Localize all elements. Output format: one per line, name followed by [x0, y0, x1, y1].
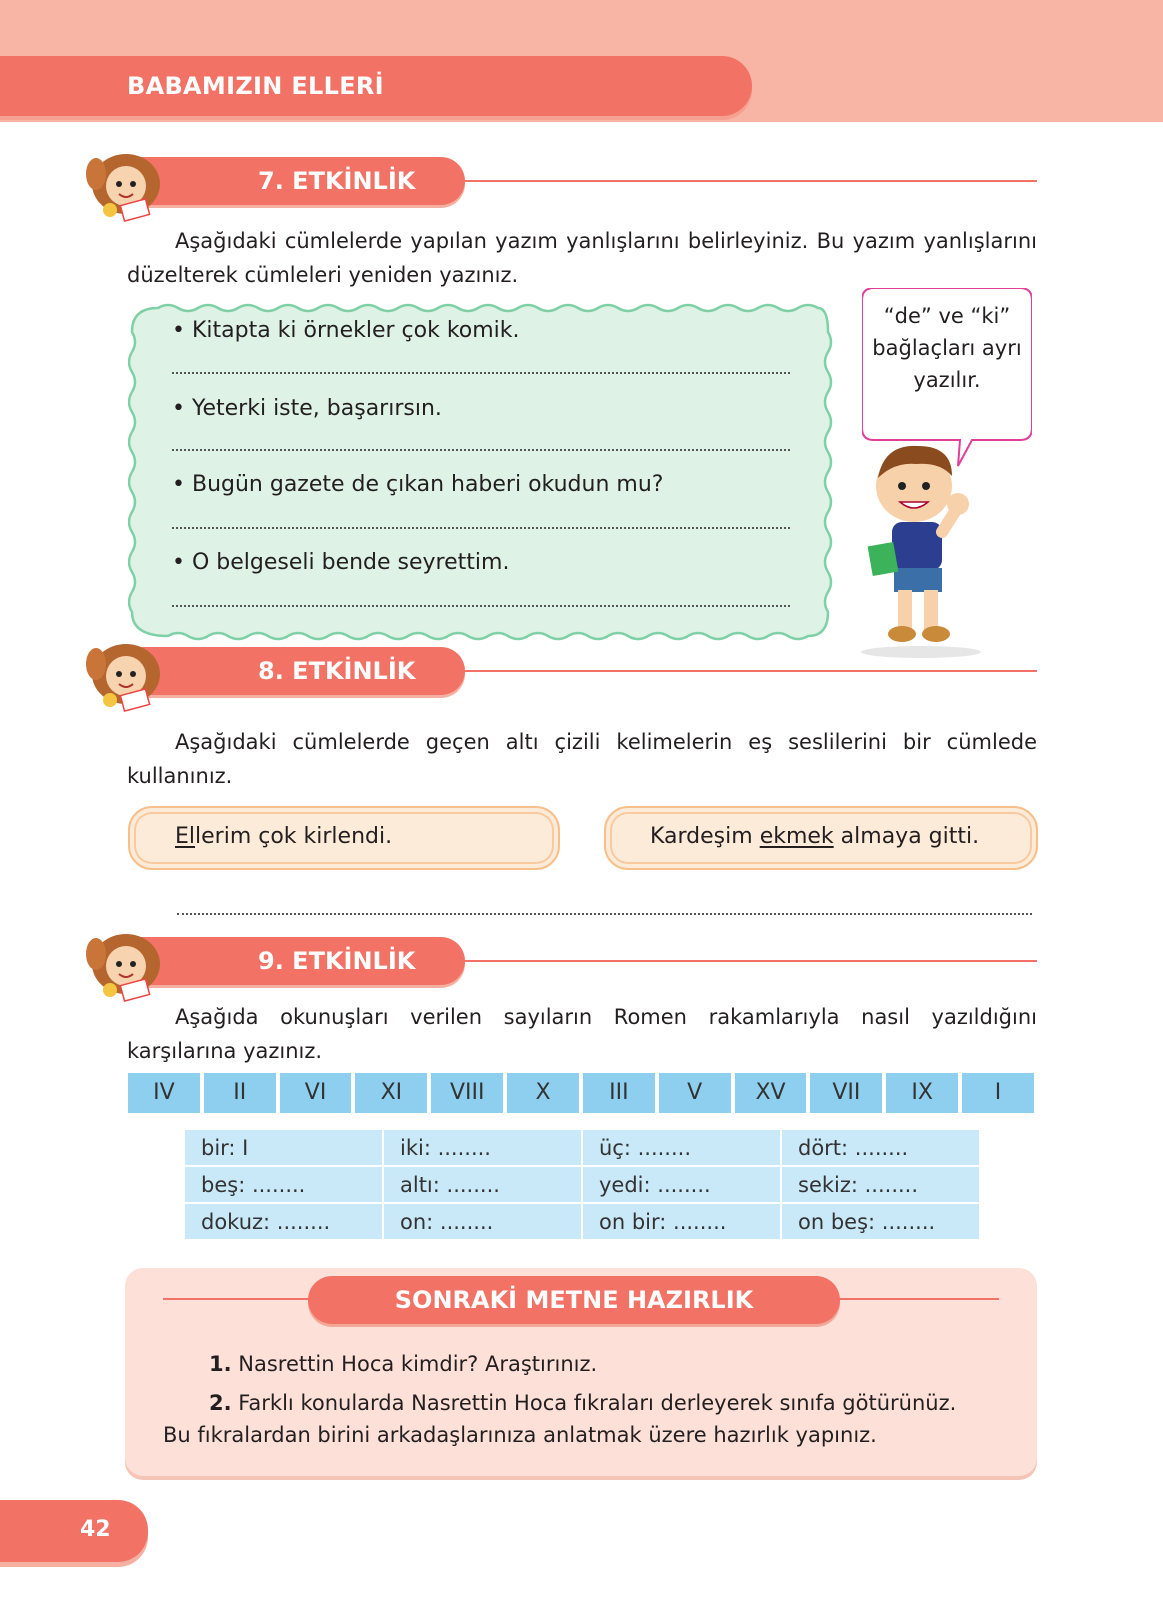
- girl-mascot-icon: [82, 924, 170, 1004]
- answer-line-4[interactable]: [172, 605, 790, 607]
- table-row: [185, 1167, 979, 1202]
- roman-cell: X: [507, 1073, 579, 1113]
- table-row: [185, 1130, 979, 1165]
- prep-item-2-text: Farklı konularda Nasrettin Hoca fıkraları derleyerek sınıfa götürünüz.: [238, 1391, 957, 1415]
- prep-item-2-cont: Bu fıkralardan birini arkadaşlarınıza anlatmak üzere hazırlık yapınız.: [163, 1423, 877, 1447]
- next-text-title-pill: [308, 1276, 840, 1324]
- sentence-3: • Bugün gazete de çıkan haberi okudun mu?: [172, 472, 664, 497]
- activity7-title-pill: [140, 157, 465, 205]
- activity8-instruction: [127, 725, 1037, 793]
- chapter-title: BABAMIZIN ELLERİ: [127, 72, 384, 100]
- roman-cell: XI: [355, 1073, 427, 1113]
- roman-cell: XV: [735, 1073, 807, 1113]
- table-cell[interactable]: yedi: ........: [583, 1167, 780, 1202]
- roman-cell: I: [962, 1073, 1034, 1113]
- answer-line-1[interactable]: [172, 372, 790, 374]
- roman-cell: V: [659, 1073, 731, 1113]
- table-cell[interactable]: altı: ........: [384, 1167, 581, 1202]
- roman-cell: VII: [810, 1073, 882, 1113]
- activity9-title-pill: [140, 937, 465, 985]
- table-cell[interactable]: on: ........: [384, 1204, 581, 1239]
- prep-item-1-number: 1.: [209, 1352, 232, 1376]
- table-cell[interactable]: iki: ........: [384, 1130, 581, 1165]
- table-cell[interactable]: beş: ........: [185, 1167, 382, 1202]
- sentence-1: • Kitapta ki örnekler çok komik.: [172, 318, 520, 343]
- chapter-title-bar: [0, 56, 752, 116]
- sentence-box-2: [604, 806, 1038, 870]
- roman-cell: VI: [280, 1073, 352, 1113]
- table-cell[interactable]: dokuz: ........: [185, 1204, 382, 1239]
- underlined-word-1: El: [175, 824, 196, 849]
- activity8-header: [82, 642, 1037, 702]
- speech-bubble-text: “de” ve “ki” bağlaçları ayrı yazılır.: [872, 304, 1022, 392]
- activity7-header: [82, 152, 1037, 212]
- table-row: [185, 1204, 979, 1239]
- sentence-box-1-text: [175, 824, 392, 849]
- table-cell[interactable]: sekiz: ........: [782, 1167, 979, 1202]
- underlined-word-2: ekmek: [759, 824, 834, 849]
- prep-item-1-text: Nasrettin Hoca kimdir? Araştırınız.: [238, 1352, 598, 1376]
- activity8-answer-line[interactable]: [177, 913, 1032, 915]
- table-cell[interactable]: on bir: ........: [583, 1204, 780, 1239]
- activity7-title: 7. ETKİNLİK: [258, 167, 416, 195]
- activity7-instruction: [127, 224, 1037, 292]
- girl-mascot-icon: [82, 144, 170, 224]
- activity8-title: 8. ETKİNLİK: [258, 657, 416, 685]
- sentence-box-1-rest: lerim çok kirlendi.: [195, 824, 393, 849]
- table-cell[interactable]: on beş: ........: [782, 1204, 979, 1239]
- activity8-instruction-text: Aşağıdaki cümlelerde geçen altı çizili kelimelerin eş seslilerini bir cümlede kullanınız.: [127, 730, 1037, 788]
- activity9-instruction-text: Aşağıda okunuşları verilen sayıların Romen rakamlarıyla nasıl yazıldığını karşılarına yazınız.: [127, 1005, 1037, 1063]
- sentence-box-2-before: Kardeşim: [650, 824, 760, 849]
- next-text-preparation-box: [125, 1268, 1037, 1476]
- table-cell[interactable]: dört: ........: [782, 1130, 979, 1165]
- answer-line-2[interactable]: [172, 449, 790, 451]
- prep-item-2: [209, 1387, 1029, 1419]
- prep-item-2-number: 2.: [209, 1391, 232, 1415]
- roman-cell: III: [583, 1073, 655, 1113]
- next-text-title: SONRAKİ METNE HAZIRLIK: [394, 1286, 754, 1314]
- numbers-table: [183, 1128, 981, 1241]
- activity9-title: 9. ETKİNLİK: [258, 947, 416, 975]
- divider-line: [382, 180, 1037, 182]
- activity9-header: [82, 932, 1037, 992]
- answer-line-3[interactable]: [172, 527, 790, 529]
- prep-item-1: [209, 1348, 597, 1380]
- table-cell[interactable]: üç: ........: [583, 1130, 780, 1165]
- activity9-instruction: [127, 1000, 1037, 1068]
- activity7-instruction-text: Aşağıdaki cümlelerde yapılan yazım yanlışlarını belirleyiniz. Bu yazım yanlışlarını düzelterek cümleleri yeniden yazınız.: [127, 229, 1037, 287]
- table-cell: bir: I: [185, 1130, 382, 1165]
- sentence-4: • O belgeseli bende seyrettim.: [172, 550, 510, 575]
- roman-numerals-row: [128, 1073, 1034, 1113]
- boy-mascot-icon: [856, 440, 996, 660]
- page-number-tab: [0, 1500, 148, 1562]
- sentence-box-1: [128, 806, 560, 870]
- sentence-box-2-text: [650, 824, 979, 849]
- divider-line: [382, 960, 1037, 962]
- girl-mascot-icon: [82, 634, 170, 714]
- sentence-box-2-after: almaya gitti.: [833, 824, 980, 849]
- divider-line: [382, 670, 1037, 672]
- roman-cell: II: [204, 1073, 276, 1113]
- roman-cell: IV: [128, 1073, 200, 1113]
- sentence-2: • Yeterki iste, başarırsın.: [172, 396, 442, 421]
- roman-cell: VIII: [431, 1073, 503, 1113]
- roman-cell: IX: [886, 1073, 958, 1113]
- page-number: 42: [80, 1517, 111, 1542]
- activity8-title-pill: [140, 647, 465, 695]
